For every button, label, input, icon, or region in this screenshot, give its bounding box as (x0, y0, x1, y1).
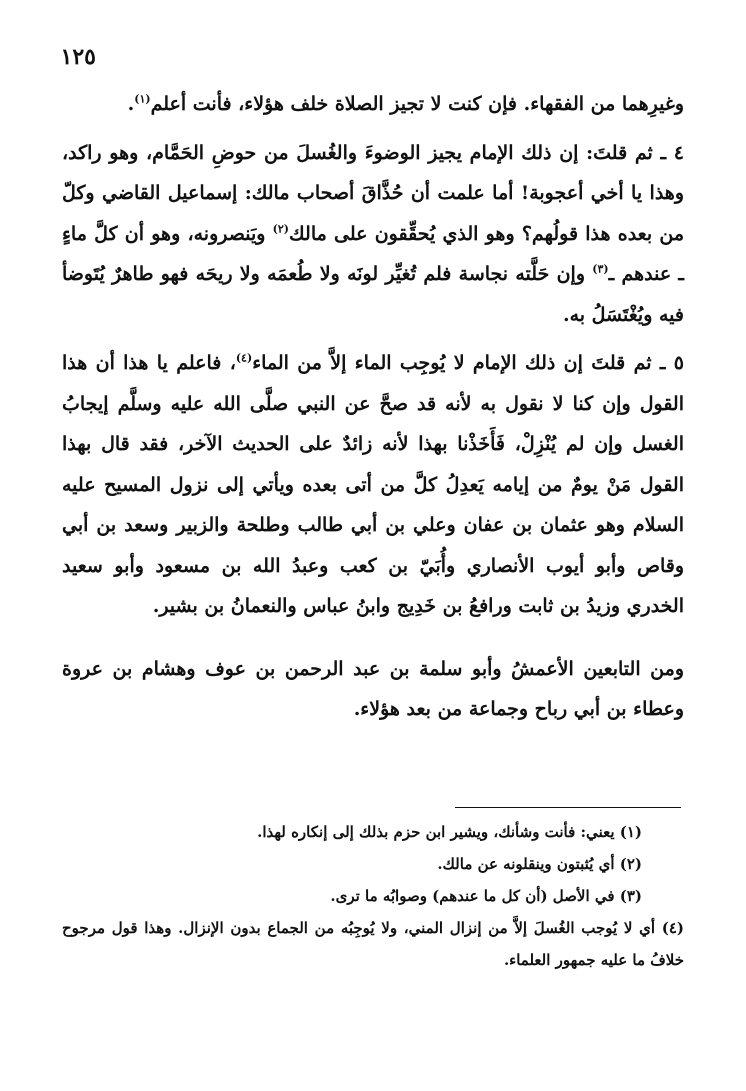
paragraph-1 (62, 84, 684, 125)
paragraph-2-text-cont: ويَنصرونه، وهو أن كلَّ ماءٍ ـ عندهم ـ (62, 222, 684, 285)
footnote-4: (٤) أي لا يُوجب الغُسلَ إلاَّ من إنزال المني، ولا يُوجِبُه من الجماع بدون الإنزال. وهذا قول مرجوح خلافُ ما عليه جمهور العلماء. (62, 919, 684, 969)
paragraph-1-text: وغيرِهما من الفقهاء. فإن كنت لا تجيز الصلاة خلف هؤلاء، فأنت أعلم (150, 93, 684, 115)
main-text (62, 84, 684, 730)
paragraph-4-text: ومن التابعين الأعمشُ وأبو سلمة بن عبد الرحمن بن عوف وهشام بن عروة وعطاء بن أبي رباح وجماعة من بعد هؤلاء. (62, 657, 684, 720)
paragraph-3-text-cont: ، فاعلم يا هذا أن هذا القول وإن كنا لا نقول به لأنه قد صحَّ عن النبي صلَّى الله عليه وسلَّم إيجابُ الغسل وإن لم يُنْزِلْ، فَأَخَذْنا بهذا لأنه زائدٌ على الحديث الآخر، فقد قال بهذا القول مَنْ يومٌ من إيامه يَعدِلُ كلَّ من أتى بعده ويأتي إلى نزول المسيح عليه السلام وهو عثمان بن عفان وعلي بن أبي طالب وطلحة والزبير وسعد بن أبي وقاص وأبو أيوب الأنصاري وأُبَيّ بن كعب وعبدُ الله بن مسعود وأبو سعيد الخدري وزيدُ بن ثابت ورافعُ بن خَدِيج وابنُ عباس والنعمانُ بن بشير. (62, 352, 684, 617)
paragraph-3 (62, 343, 684, 627)
paragraph-3-text: ٥ ـ ثم قلتَ إن ذلك الإمام لا يُوجِب الماء إلاَّ من الماء (252, 352, 684, 374)
footnote-2: (٢) أي يُثبتون وينقلونه عن مالك. (437, 855, 642, 873)
footnote-3: (٣) في الأصل (أن كل ما عندهم) وصوابُه ما ترى. (330, 887, 642, 905)
footnote-divider (455, 807, 681, 808)
footnote-ref-2[interactable]: (٢) (272, 222, 290, 236)
footnote-1: (١) يعني: فأنت وشأنك، ويشير ابن حزم بذلك إلى إنكاره لهذا. (257, 823, 642, 841)
footnote-ref-1[interactable]: (١) (134, 92, 151, 106)
paragraph-1-end: . (127, 93, 135, 115)
paragraph-2-text-end: وإن حَلَّته نجاسة فلم تُغيِّر لونَه ولا طُعمَه ولا ريحَه فهو طاهرٌ يُتَوضأ فيه ويُغْتَسَلُ به. (62, 263, 684, 326)
page-number: ١٢٥ (60, 44, 96, 70)
footnote-ref-3[interactable]: (٣) (592, 262, 609, 276)
paragraph-4 (62, 649, 684, 730)
footnote-ref-4[interactable]: (٤) (235, 351, 253, 365)
paragraph-2-text: ٤ ـ ثم قلتَ: إن ذلك الإمام يجيز الوضوءَ والغُسلَ من حوضِ الحَمَّام، وهو راكد، وهذا يا أخي أعجوبة! أما علمت أن حُذَّاقَ أصحاب مالك: إسماعيل القاضي وكلّ من بعده هذا قولُهم؟ وهو الذي يُحقِّقون على مالك (62, 141, 684, 245)
footnotes (62, 816, 684, 976)
paragraph-2 (62, 133, 684, 336)
